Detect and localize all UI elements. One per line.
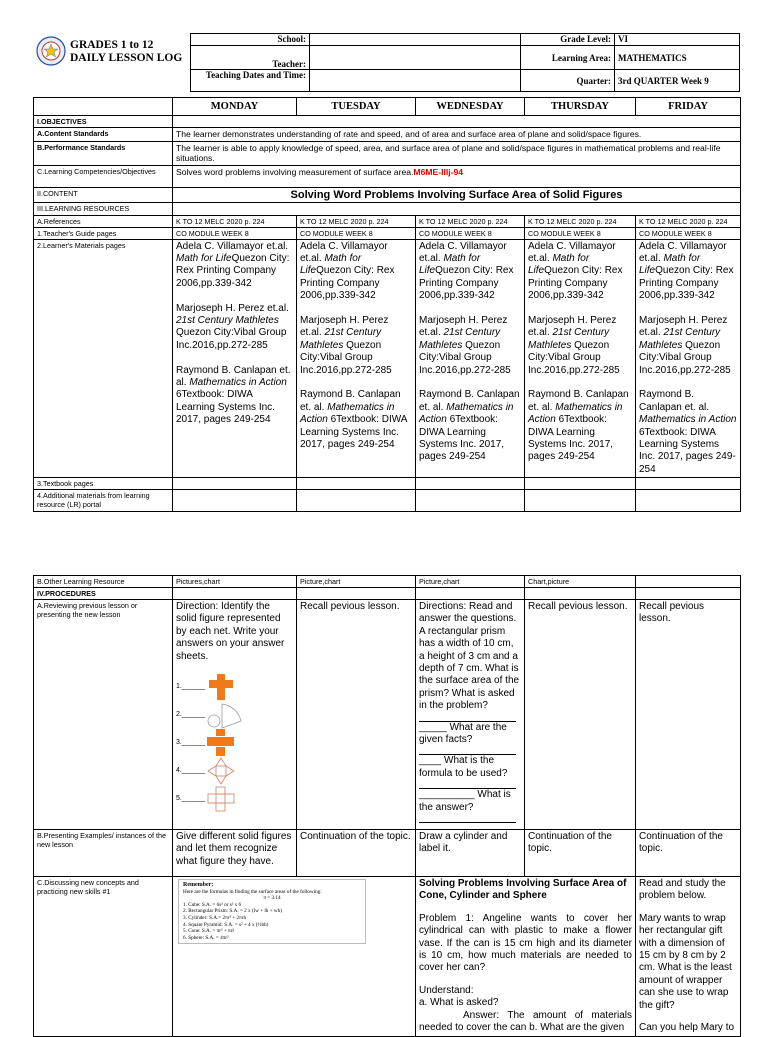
ref-canlapan <box>300 389 412 451</box>
remember-item: 5. Cone: S.A. = πr² + πrl <box>183 928 234 935</box>
dates-field[interactable] <box>310 70 521 92</box>
ref-monday: K TO 12 MELC 2020 p. 224 <box>173 215 297 227</box>
fig-label-4: 4.______ <box>176 766 206 774</box>
present-thursday: Continuation of the topic. <box>525 830 636 877</box>
dates-label: Teaching Dates and Time: <box>191 70 310 92</box>
lm-wednesday <box>416 239 525 478</box>
competency-code: M6ME-IIIj-94 <box>413 166 464 177</box>
present-wednesday: Draw a cylinder and label it. <box>416 830 525 877</box>
remember-item: 3. Cylinder: S.A.= 2πr² + 2πrh <box>183 914 247 921</box>
review-wed-q3: ____ What is the formula to be used? <box>419 755 508 779</box>
ref-tuesday: K TO 12 MELC 2020 p. 224 <box>297 215 416 227</box>
present-monday: Give different solid figures and let them recognize what figure they have. <box>173 830 297 877</box>
present-tuesday: Continuation of the topic. <box>297 830 416 877</box>
blank-corner <box>34 98 173 116</box>
lm-label: 2.Learner's Materials pages <box>34 239 173 478</box>
lm-thursday <box>525 239 636 478</box>
objectives-label: I.OBJECTIVES <box>34 116 173 128</box>
ref-vilamayor-author: Adela C. Villamayor et.al. <box>419 240 507 264</box>
ref-perez-author: Marjoseph H. Perez et.al. <box>639 314 728 339</box>
review-thursday: Recall pevious lesson. <box>525 600 636 830</box>
school-field[interactable] <box>310 34 521 46</box>
remember-item: 2. Rectangular Prism: S.A. = 2 x (lw + lh + wh) <box>183 908 282 915</box>
ref-perez <box>528 315 632 377</box>
present-friday: Continuation of the topic. <box>636 830 741 877</box>
other-wednesday: Picture,chart <box>416 576 525 588</box>
ref-canlapan <box>176 365 293 427</box>
pyramid-net-icon <box>206 757 236 785</box>
ref-perez-details: Quezon City:Vibal Group Inc.2016,pp.272-285 <box>639 339 731 376</box>
ref-perez-details: Quezon City:Vibal Group Inc.2016,pp.272-285 <box>528 339 620 376</box>
tg-monday: CO MODULE WEEK 8 <box>173 227 297 239</box>
ref-canlapan-book: Mathematics in Action <box>419 401 514 426</box>
ref-vilamayor-book: Math for Life <box>176 252 232 264</box>
resources-label: III.LEARNING RESOURCES <box>34 202 173 215</box>
ref-thursday: K TO 12 MELC 2020 p. 224 <box>525 215 636 227</box>
ref-canlapan-details: 6Textbook: DIWA Learning Systems Inc. 2017, pages 249-254 <box>528 414 614 463</box>
discuss-wed-a: a. What is asked? <box>419 997 499 1009</box>
other-monday: Pictures,chart <box>173 576 297 588</box>
net-figure-5 <box>176 785 293 813</box>
cone-net-icon <box>206 701 242 729</box>
discuss-fri-2: Mary wants to wrap her rectangular gift with a dimension of 15 cm by 8 cm by 2 cm. What is the least amount of wrapper can she use to wrap the gift? <box>639 912 732 1011</box>
school-label: School: <box>191 34 310 46</box>
references-label: A.References <box>34 215 173 227</box>
ref-canlapan-book: Mathematics in Action <box>528 401 623 426</box>
quarter-label: Quarter: <box>521 70 615 92</box>
day-thursday: THURSDAY <box>525 98 636 116</box>
ref-vilamayor <box>176 241 293 291</box>
ref-perez-book: 21st Century Mathletes <box>419 327 501 351</box>
discuss-fri-3: Can you help Mary to <box>639 1022 735 1034</box>
ref-canlapan-book: Mathematics in Action <box>639 414 737 426</box>
ref-canlapan-author: Raymond B. Canlapan et. al. <box>528 389 629 413</box>
day-monday: MONDAY <box>173 98 297 116</box>
remember-box <box>178 879 366 944</box>
ref-canlapan-details: 6Textbook: DIWA Learning Systems Inc. 2017, pages 249-254 <box>176 389 275 426</box>
net-figure-4 <box>176 757 293 785</box>
performance-standards-label: B.Performance Standards <box>34 141 173 165</box>
discuss-wed-answer: Answer: The amount of materials needed to cover the can b. What are the given <box>419 1009 632 1034</box>
ref-vilamayor-book: Math for Life <box>419 252 481 277</box>
cube-net-icon <box>206 729 236 757</box>
ref-vilamayor-details: Quezon City: Rex Printing Company 2006,pp.339-342 <box>528 265 623 302</box>
lesson-table-page1 <box>33 97 741 512</box>
lm-tuesday <box>297 239 416 478</box>
ref-canlapan-book: Mathematics in Action <box>189 376 287 388</box>
discuss-wed-title: Solving Problems Involving Surface Area of Cone, Cylinder and Sphere <box>419 878 627 902</box>
ref-wednesday: K TO 12 MELC 2020 p. 224 <box>416 215 525 227</box>
net-figure-2 <box>176 701 293 729</box>
ref-perez-author: Marjoseph H. Perez et.al. <box>419 314 508 339</box>
ref-perez-book: 21st Century Mathletes <box>528 327 610 351</box>
discuss-wed-thu <box>416 877 636 1037</box>
ref-canlapan-details: 6Textbook: DIWA Learning Systems Inc. 2017, pages 249-254 <box>639 426 736 475</box>
tg-friday: CO MODULE WEEK 8 <box>636 227 741 239</box>
grade-label: Grade Level: <box>521 34 615 46</box>
ref-friday: K TO 12 MELC 2020 p. 224 <box>636 215 741 227</box>
review-wed-intro: Directions: Read and answer the questions. A rectangular prism has a width of 10 cm, a height of 3 cm and a depth of 7 cm. What is the surface area of the prism? What is asked in the problem? <box>419 601 520 712</box>
review-label: A.Reviewing previous lesson or presenting the new lesson <box>34 600 173 830</box>
competencies-text: Solves word problems involving measurement of surface area. <box>176 166 414 177</box>
ref-vilamayor <box>300 241 412 303</box>
competencies-cell <box>173 165 741 187</box>
day-tuesday: TUESDAY <box>297 98 416 116</box>
ref-vilamayor-author: Adela C. Villamayor et.al. <box>176 240 289 252</box>
resources-blank <box>173 202 741 215</box>
tg-thursday: CO MODULE WEEK 8 <box>525 227 636 239</box>
net-figure-3 <box>176 729 293 757</box>
log-title <box>70 39 182 65</box>
ref-vilamayor-book: Math for Life <box>528 252 590 277</box>
remember-intro: Here are the formulas in finding the surface areas of the following: <box>183 888 322 895</box>
tg-tuesday: CO MODULE WEEK 8 <box>297 227 416 239</box>
fig-label-5: 5.______ <box>176 794 206 802</box>
day-wednesday: WEDNESDAY <box>416 98 525 116</box>
ref-canlapan-author: Raymond B. Canlapan et. al. <box>176 364 291 388</box>
tg-label: 1.Teacher's Guide pages <box>34 227 173 239</box>
ref-perez-details: Quezon City:Vibal Group Inc.2016,pp.272-285 <box>300 339 392 376</box>
lm-friday <box>636 239 741 478</box>
tg-wednesday: CO MODULE WEEK 8 <box>416 227 525 239</box>
other-thursday: Chart,picture <box>525 576 636 588</box>
ref-vilamayor <box>419 241 521 303</box>
remember-title: Remember: <box>183 882 214 888</box>
ref-perez-book: 21st Century Mathletes <box>639 327 721 351</box>
review-tuesday: Recall pevious lesson. <box>297 600 416 830</box>
ref-canlapan-details: 6Textbook: DIWA Learning Systems Inc. 2017, pages 249-254 <box>419 414 505 463</box>
ref-perez <box>176 303 293 353</box>
remember-item: 1. Cube: S.A. = 6s² or s² x 6 <box>183 901 242 908</box>
day-friday: FRIDAY <box>636 98 741 116</box>
lm-monday <box>173 239 297 478</box>
other-tuesday: Picture,chart <box>297 576 416 588</box>
ref-vilamayor-author: Adela C. Villamayor et.al. <box>300 240 388 264</box>
review-wed-q4: __________ What is the answer? <box>419 789 511 813</box>
textbook-label: 3.Textbook pages <box>34 478 173 490</box>
ref-vilamayor <box>528 241 632 303</box>
header-table <box>190 33 740 92</box>
ref-perez-details: Quezon City:Vibal Group Inc.2016,pp.272-285 <box>176 327 287 351</box>
ref-canlapan-book: Mathematics in Action <box>300 401 395 426</box>
discuss-mon-tue <box>173 877 416 1037</box>
ref-vilamayor-details: Quezon City: Rex Printing Company 2006,pp.339-342 <box>300 265 395 302</box>
review-mon-text: Direction: Identify the solid figure represented by each net. Write your answers on your answer sheets. <box>176 601 285 662</box>
discuss-wed-understand: Understand: <box>419 984 474 996</box>
ref-perez <box>419 315 521 377</box>
ref-canlapan <box>639 389 737 476</box>
ref-vilamayor-book: Math for Life <box>300 252 362 277</box>
ref-perez-author: Marjoseph H. Perez et.al. <box>300 314 389 339</box>
content-label: II.CONTENT <box>34 187 173 202</box>
teacher-label: Teacher: <box>191 46 310 70</box>
additional-label: 4.Additional materials from learning resource (LR) portal <box>34 490 173 512</box>
ref-vilamayor-details: Quezon City: Rex Printing Company 2006,pp.339-342 <box>639 265 734 302</box>
fig-label-3: 3.______ <box>176 738 206 746</box>
quarter-field[interactable]: 3rd QUARTER Week 9 <box>615 70 740 92</box>
review-wednesday <box>416 600 525 830</box>
ref-vilamayor <box>639 241 737 303</box>
ref-vilamayor-details: Quezon City: Rex Printing Company 2006,pp.339-342 <box>419 265 514 302</box>
ref-perez <box>639 315 737 377</box>
lesson-table-page2 <box>33 575 741 1037</box>
remember-item: 4. Square Pyramid: S.A. = s² + 4 x (½bh) <box>183 921 269 928</box>
fig-label-2: 2.______ <box>176 710 206 718</box>
discuss-label: C.Discussing new concepts and practicing new skills #1 <box>34 877 173 1037</box>
other-resource-label: B.Other Learning Resource <box>34 576 173 588</box>
competencies-label: C.Learning Competencies/Objectives <box>34 165 173 187</box>
fig-label-1: 1.______ <box>176 682 206 690</box>
review-friday: Recall pevious lesson. <box>636 600 741 830</box>
ref-perez <box>300 315 412 377</box>
ref-perez-author: Marjoseph H. Perez et.al. <box>176 302 289 314</box>
objectives-blank <box>173 116 741 128</box>
title-line-2: DAILY LESSON LOG <box>70 52 183 64</box>
discuss-friday <box>636 877 741 1037</box>
ref-perez-book: 21st Century Mathletes <box>300 327 382 351</box>
deped-seal <box>36 36 66 66</box>
ref-perez-book: 21st Century Mathletes <box>176 314 279 326</box>
ref-vilamayor-author: Adela C. Villamayor et.al. <box>528 240 616 264</box>
content-standards-text: The learner demonstrates understanding of rate and speed, and of area and surface area of plane and solid/space figures. <box>173 128 741 142</box>
ref-vilamayor-book: Math for Life <box>639 252 701 277</box>
discuss-fri-1: Read and study the problem below. <box>639 878 726 902</box>
procedures-label: IV.PROCEDURES <box>34 588 173 600</box>
ref-canlapan-author: Raymond B. Canlapan et. al. <box>300 389 401 413</box>
present-label: B.Presenting Examples/ instances of the new lesson <box>34 830 173 877</box>
ref-vilamayor-details: Quezon City: Rex Printing Company 2006,pp.339-342 <box>176 252 290 289</box>
title-line-1: GRADES 1 to 12 <box>70 39 154 51</box>
remember-item: 6. Sphere: S.A. = 4πr² <box>183 934 229 941</box>
review-wed-q2: _____ What are the given facts? <box>419 721 507 746</box>
ref-canlapan-author: Raymond B. Canlapan et. al. <box>639 389 710 413</box>
ref-perez-author: Marjoseph H. Perez et.al. <box>528 314 617 339</box>
performance-standards-text: The learner is able to apply knowledge of speed, area, and surface area of plane and solid/space figures in mathematical problems and real-life situations. <box>173 141 741 165</box>
content-title: Solving Word Problems Involving Surface Area of Solid Figures <box>173 187 741 202</box>
ref-canlapan <box>528 389 632 463</box>
remember-pi: π = 3.14 <box>263 895 281 902</box>
grade-field[interactable]: VI <box>615 34 740 46</box>
area-field[interactable]: MATHEMATICS <box>615 46 740 70</box>
content-standards-label: A.Content Standards <box>34 128 173 142</box>
review-monday <box>173 600 297 830</box>
other-friday <box>636 576 741 588</box>
ref-canlapan <box>419 389 521 463</box>
ref-canlapan-details: 6Textbook: DIWA Learning Systems Inc. 2017, pages 249-254 <box>300 414 407 450</box>
area-label: Learning Area: <box>521 46 615 70</box>
prism-net-icon <box>206 785 236 813</box>
teacher-field[interactable] <box>310 46 521 70</box>
discuss-wed-problem: Problem 1: Angeline wants to cover her cylindrical can with plastic to make a flower vase. If the can is 15 cm high and its diameter is 10 cm, how much materials are needed to cover her can? <box>419 912 632 974</box>
cross-net-icon <box>206 673 236 701</box>
ref-vilamayor-author: Adela C. Villamayor et.al. <box>639 240 727 264</box>
net-figure-1 <box>176 673 293 701</box>
ref-perez-details: Quezon City:Vibal Group Inc.2016,pp.272-285 <box>419 339 511 376</box>
ref-canlapan-author: Raymond B. Canlapan et. al. <box>419 389 520 413</box>
